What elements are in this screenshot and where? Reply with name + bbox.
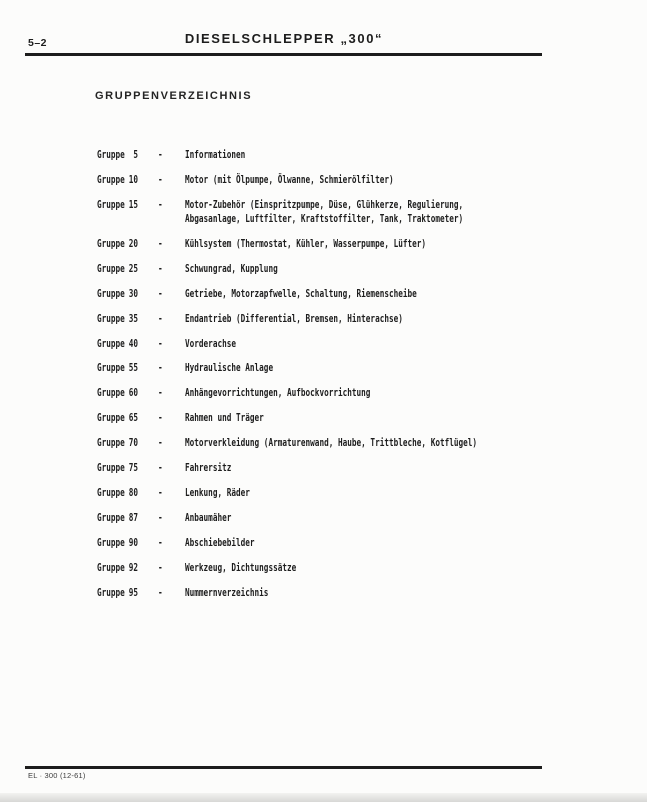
group-row-70 (0, 436, 647, 452)
group-separator: - (158, 585, 163, 599)
group-number: 25 (128, 261, 138, 275)
group-description (185, 173, 394, 187)
group-label: Gruppe (97, 361, 125, 375)
group-row-30 (0, 287, 647, 303)
group-number: 65 (128, 411, 138, 425)
group-number: 35 (128, 311, 138, 325)
group-separator: - (158, 311, 163, 325)
group-description-line: Lenkung, Räder (185, 485, 250, 499)
footer-rule (25, 766, 542, 769)
group-description (185, 461, 231, 475)
group-description-line: Motor-Zubehör (Einspritzpumpe, Düse, Glühkerze, Regulierung, (185, 197, 464, 211)
group-separator: - (158, 172, 163, 186)
group-separator: - (158, 560, 163, 574)
group-number: 70 (128, 436, 138, 450)
group-row-15 (0, 197, 647, 225)
group-description (185, 586, 268, 600)
group-label: Gruppe (97, 560, 125, 574)
group-description (185, 148, 245, 162)
group-label: Gruppe (97, 311, 125, 325)
group-label: Gruppe (97, 197, 125, 211)
group-row-25 (0, 262, 647, 278)
group-description (185, 386, 370, 400)
group-separator: - (158, 197, 163, 211)
group-separator: - (158, 510, 163, 524)
group-description-line: Abschiebebilder (185, 535, 255, 549)
group-description-line: Abgasanlage, Luftfilter, Kraftstoffilter, Tank, Traktometer) (185, 212, 464, 225)
group-separator: - (158, 386, 163, 400)
group-label: Gruppe (97, 172, 125, 186)
group-number: 92 (128, 560, 138, 574)
group-description-line: Werkzeug, Dichtungssätze (185, 560, 297, 574)
group-separator: - (158, 436, 163, 450)
group-description-line: Informationen (185, 148, 246, 161)
group-description-line: Anbaumäher (185, 510, 232, 524)
group-description-line: Getriebe, Motorzapfwelle, Schaltung, Riemenscheibe (185, 286, 417, 300)
group-row-5 (0, 148, 647, 164)
group-description (185, 486, 250, 500)
group-number: 30 (128, 286, 138, 300)
group-number: 5 (133, 148, 138, 161)
group-separator: - (158, 336, 163, 350)
group-description (185, 361, 273, 375)
group-description-line: Anhängevorrichtungen, Aufbockvorrichtung (185, 386, 371, 400)
group-number: 80 (128, 485, 138, 499)
group-row-90 (0, 536, 647, 552)
section-title: GRUPPENVERZEICHNIS (95, 90, 253, 102)
group-number: 40 (128, 336, 138, 350)
document-title: DIESELSCHLEPPER „300“ (184, 31, 384, 46)
group-description-line: Nummernverzeichnis (185, 585, 269, 599)
group-row-55 (0, 361, 647, 377)
group-label: Gruppe (97, 286, 125, 300)
group-description-line: Vorderachse (185, 336, 237, 350)
group-description (185, 287, 417, 301)
group-number: 60 (128, 386, 138, 400)
group-description-line: Motorverkleidung (Armaturenwand, Haube, Trittbleche, Kotflügel) (185, 436, 478, 450)
group-description (185, 337, 236, 351)
group-number: 55 (128, 361, 138, 375)
group-description (185, 561, 296, 575)
group-number: 90 (128, 535, 138, 549)
group-number: 10 (128, 172, 138, 186)
group-row-10 (0, 173, 647, 189)
group-description-line: Kühlsystem (Thermostat, Kühler, Wasserpumpe, Lüfter) (185, 236, 427, 250)
scan-edge-artifact (0, 793, 647, 802)
group-separator: - (158, 535, 163, 549)
group-label: Gruppe (97, 461, 125, 474)
group-description (185, 511, 231, 525)
group-label: Gruppe (97, 510, 125, 524)
group-separator: - (158, 261, 163, 275)
group-separator: - (158, 286, 163, 300)
group-description (185, 262, 278, 276)
group-separator: - (158, 361, 163, 375)
group-separator: - (158, 236, 163, 250)
group-description (185, 436, 477, 450)
group-label: Gruppe (97, 148, 125, 161)
group-separator: - (158, 461, 163, 474)
group-row-95 (0, 586, 647, 602)
group-description-line: Rahmen und Träger (185, 411, 264, 425)
group-label: Gruppe (97, 535, 125, 549)
group-separator: - (158, 411, 163, 425)
group-row-75 (0, 461, 647, 477)
group-number: 20 (128, 236, 138, 250)
group-list (0, 148, 647, 628)
group-row-60 (0, 386, 647, 402)
group-number: 87 (128, 510, 138, 524)
group-label: Gruppe (97, 386, 125, 400)
group-row-35 (0, 312, 647, 328)
group-label: Gruppe (97, 236, 125, 250)
header-rule (25, 53, 542, 56)
group-description-line: Endantrieb (Differential, Bremsen, Hinterachse) (185, 311, 403, 325)
group-number: 95 (128, 585, 138, 599)
group-number: 75 (128, 461, 138, 474)
group-row-40 (0, 337, 647, 353)
footer-form-code: EL · 300 (12-61) (28, 771, 86, 780)
group-separator: - (158, 148, 163, 161)
group-label: Gruppe (97, 436, 125, 450)
group-label: Gruppe (97, 261, 125, 275)
group-label: Gruppe (97, 336, 125, 350)
group-description-line: Hydraulische Anlage (185, 361, 274, 375)
group-description (185, 312, 403, 326)
group-description (185, 237, 426, 251)
group-description (185, 536, 255, 550)
group-row-87 (0, 511, 647, 527)
group-label: Gruppe (97, 485, 125, 499)
page-number: 5–2 (28, 37, 48, 49)
group-description (185, 411, 264, 425)
group-label: Gruppe (97, 411, 125, 425)
group-description-line: Fahrersitz (185, 461, 232, 474)
group-row-80 (0, 486, 647, 502)
group-row-92 (0, 561, 647, 577)
group-number: 15 (128, 197, 138, 211)
group-label: Gruppe (97, 585, 125, 599)
group-description-line: Schwungrad, Kupplung (185, 261, 278, 275)
group-row-65 (0, 411, 647, 427)
group-description-line: Motor (mit Ölpumpe, Ölwanne, Schmierölfilter) (185, 172, 394, 186)
group-row-20 (0, 237, 647, 253)
group-description (185, 198, 463, 226)
group-separator: - (158, 485, 163, 499)
